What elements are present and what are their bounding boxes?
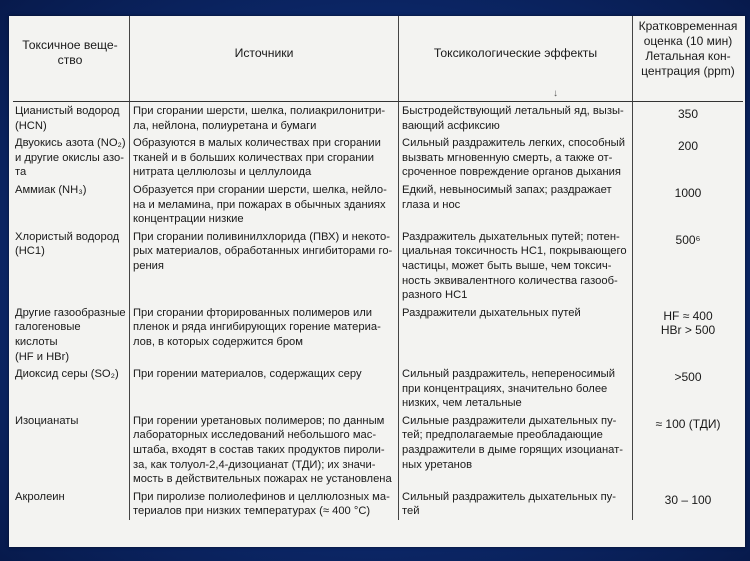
row-halogen-acids-substance: Другие газообразные галогеновые кислоты (HF и HBr): [13, 304, 130, 365]
row-hcn-sources: При сгорании шерсти, шелка, полиакрилонитри- ла, нейлона, полиуретана и бумаги: [130, 102, 399, 134]
row-hcl-substance: Хлористый водород (НС1): [13, 228, 130, 304]
row-no2-effects: Сильный раздражитель легких, способный вызвать мгновенную смерть, а также от- сроченное повреждение органов дыхания: [399, 134, 633, 181]
row-isocyanates-lc: ≈ 100 (ТДИ): [655, 416, 721, 431]
row-hcn-lc: 350: [677, 107, 699, 121]
row-hcl-lc: 500⁶: [675, 232, 701, 247]
row-so2-lc: >500: [674, 370, 702, 385]
row-no2-lc: 200: [677, 139, 699, 154]
toxic-substances-table: [13, 16, 743, 520]
row-halogen-acids-lc: HF ≈ 400 HBr > 500: [660, 308, 716, 338]
cursor-mark-icon: ↓: [553, 88, 558, 99]
row-so2-sources: При горении материалов, содержащих серу: [130, 365, 399, 412]
row-no2-substance: Двуокись азота (NO₂) и другие окислы азо- та: [13, 134, 130, 181]
header-substance: Токсичное веще- ство: [13, 16, 130, 102]
row-hcn-substance: Цианистый водород (HCN): [13, 102, 130, 134]
row-acrolein-effects: Сильный раздражитель дыхательных пу- тей: [399, 488, 633, 520]
row-halogen-acids-effects: Раздражители дыхательных путей: [399, 304, 633, 365]
row-acrolein-lc: 30 – 100: [664, 492, 712, 507]
row-nh3-sources: Образуется при сгорании шерсти, шелка, нейло- на и меламина, при пожарах в обычных зданиях концентрации низкие: [130, 181, 399, 228]
document-page: [9, 16, 745, 547]
row-acrolein-substance: Акролеин: [13, 488, 130, 520]
row-so2-substance: Диоксид серы (SO₂): [13, 365, 130, 412]
header-effects: Токсикологические эффекты: [399, 16, 633, 102]
row-halogen-acids-sources: При сгорании фторированных полимеров или пленок и ряда ингибирующих горение материа- лов, в которых содержится бром: [130, 304, 399, 365]
row-hcl-sources: При сгорании поливинилхлорида (ПВХ) и некото- рых материалов, обработанных ингибиторами го- рения: [130, 228, 399, 304]
row-nh3-substance: Аммиак (NH₃): [13, 181, 130, 228]
row-acrolein-sources: При пиролизе полиолефинов и целлюлозных ма- териалов при низких температурах (≈ 400 °С): [130, 488, 399, 520]
row-so2-effects: Сильный раздражитель, непереносимый при концентрациях, значительно более низких, чем летальные: [399, 365, 633, 412]
row-isocyanates-sources: При горении уретановых полимеров; по данным лабораторных исследований небольшого мас- штаба, входят в состав таких продуктов пироли- за, как толуол-2,4-дизоцианат (ТДИ); их значи- мость в действительных пожарах не установлена: [130, 412, 399, 488]
row-hcn-effects: Быстродействующий летальный яд, вызы- вающий асфиксию: [399, 102, 633, 134]
row-isocyanates-substance: Изоцианаты: [13, 412, 130, 488]
row-hcl-effects: Раздражитель дыхательных путей; потен- циальная токсичность НС1, покрывающего частицы, может быть выше, чем токсич- ность эквивалентного количества газооб- разного НС1: [399, 228, 633, 304]
row-no2-sources: Образуются в малых количествах при сгорании тканей и в больших количествах при сгорании нитрата целлюлозы и целлулоида: [130, 134, 399, 181]
header-sources: Источники: [130, 16, 399, 102]
header-lethal-concentration: Кратковременная оценка (10 мин) Летальная кон- центрация (ppm): [633, 16, 743, 102]
row-nh3-effects: Едкий, невыносимый запах; раздражает глаза и нос: [399, 181, 633, 228]
row-nh3-lc: 1000: [674, 185, 702, 200]
row-isocyanates-effects: Сильные раздражители дыхательных пу- тей; предполагаемые преобладающие раздражители в дыме горящих изоцианат- ных уретанов: [399, 412, 633, 488]
